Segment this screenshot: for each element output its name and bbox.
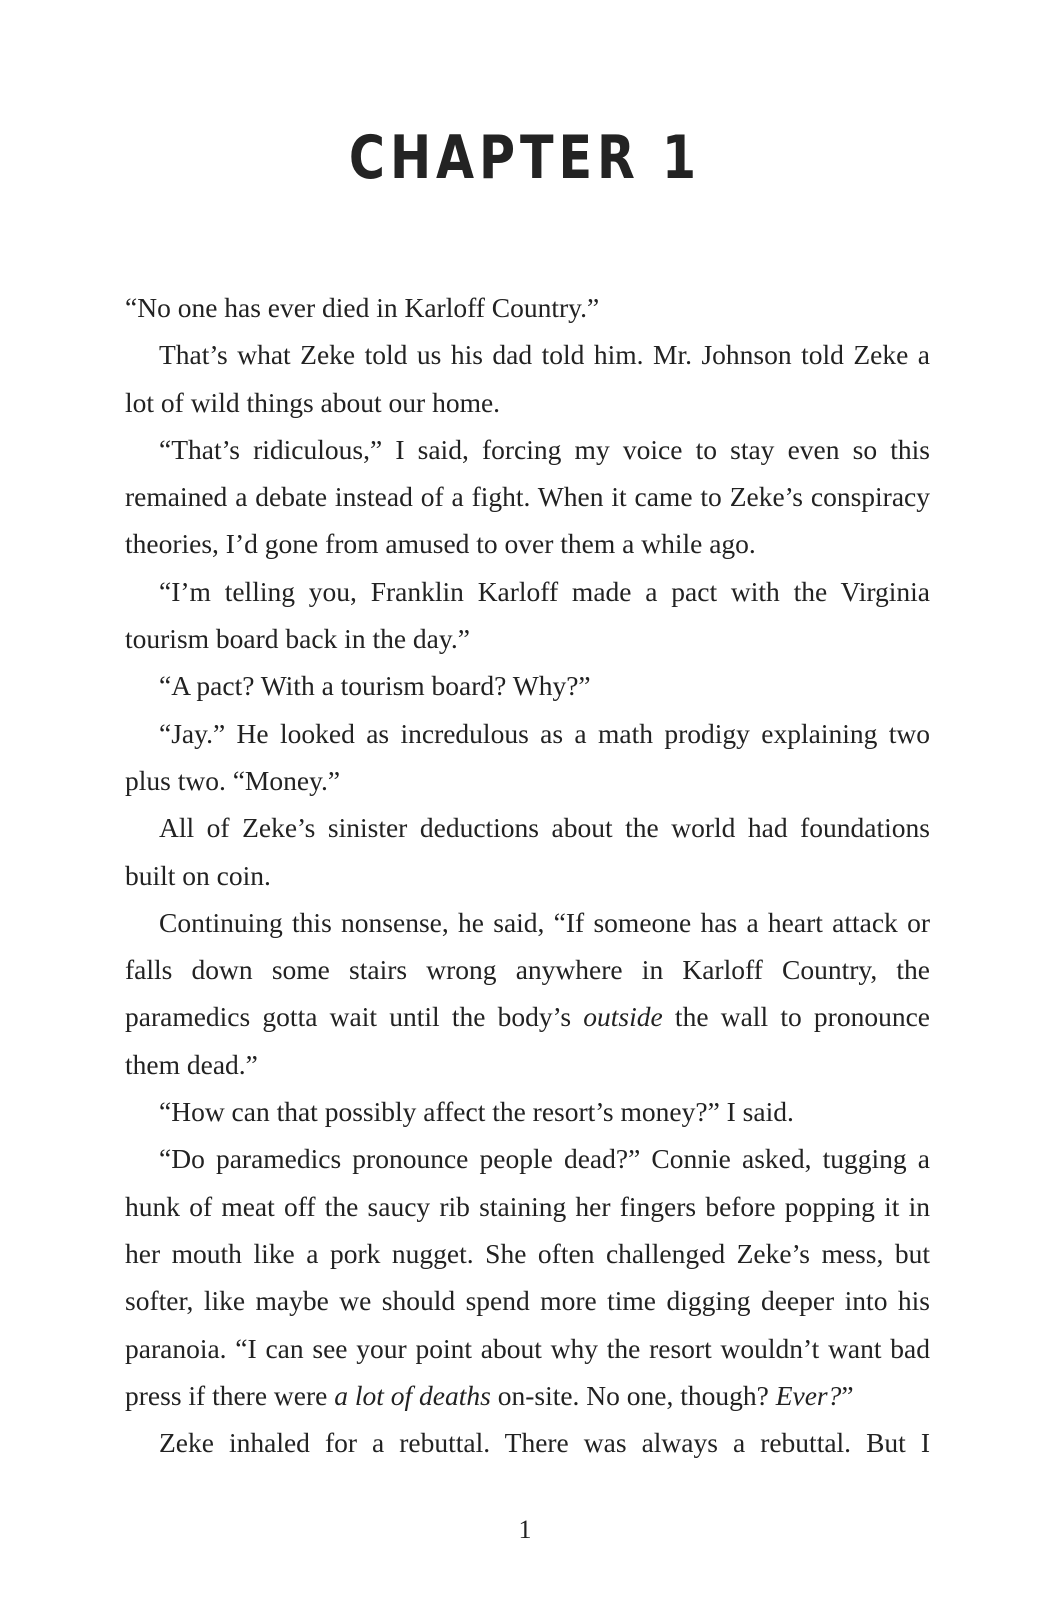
paragraph: That’s what Zeke told us his dad told him. Mr. Johnson told Zeke a lot of wild things about our home. <box>125 339 930 418</box>
paragraph: “How can that possibly affect the resort’s money?” I said. <box>159 1096 794 1128</box>
paragraph <box>125 1135 930 1419</box>
italic-emphasis: Ever? <box>775 1379 842 1411</box>
chapter-heading: CHAPTER 1 <box>348 123 702 193</box>
italic-emphasis: a lot of deaths <box>334 1379 491 1411</box>
chapter-body <box>125 284 930 1466</box>
paragraph: Zeke inhaled for a rebuttal. There was always a rebuttal. But I <box>159 1427 930 1459</box>
paragraph-text: on-site. No one, though? <box>490 1379 776 1411</box>
paragraph: “That’s ridiculous,” I said, forcing my voice to stay even so this remained a debate instead of a fight. When it came to Zeke’s conspiracy theories, I’d gone from amused to over them a while ago. <box>125 433 930 560</box>
paragraph: “Jay.” He looked as incredulous as a math prodigy explaining two plus two. “Money.” <box>125 717 930 796</box>
paragraph: “No one has ever died in Karloff Country.” <box>125 292 600 323</box>
paragraph <box>125 899 930 1088</box>
paragraph-text: the wall to pronounce them dead.” <box>125 1001 930 1080</box>
italic-emphasis: outside <box>583 1001 663 1033</box>
paragraph: “A pact? With a tourism board? Why?” <box>159 670 591 702</box>
paragraph-text: “Do paramedics pronounce people dead?” Connie asked, tugging a hunk of meat off the saucy rib staining her fingers before popping it in her mouth like a pork nugget. She often challenged Zeke’s mess, but softer, like maybe we should spend more time digging deeper into his paranoia. “I can see your point about why the resort wouldn’t want bad press if there were <box>125 1143 930 1411</box>
paragraph-text: ” <box>841 1379 854 1411</box>
paragraph-text: Continuing this nonsense, he said, “If someone has a heart attack or falls down some stairs wrong anywhere in Karloff Country, the paramedics gotta wait until the body’s <box>125 906 930 1033</box>
paragraph: “I’m telling you, Franklin Karloff made a pact with the Virginia tourism board back in the day.” <box>125 575 930 655</box>
paragraph: All of Zeke’s sinister deductions about the world had foundations built on coin. <box>125 812 930 891</box>
page-number: 1 <box>518 1515 532 1544</box>
